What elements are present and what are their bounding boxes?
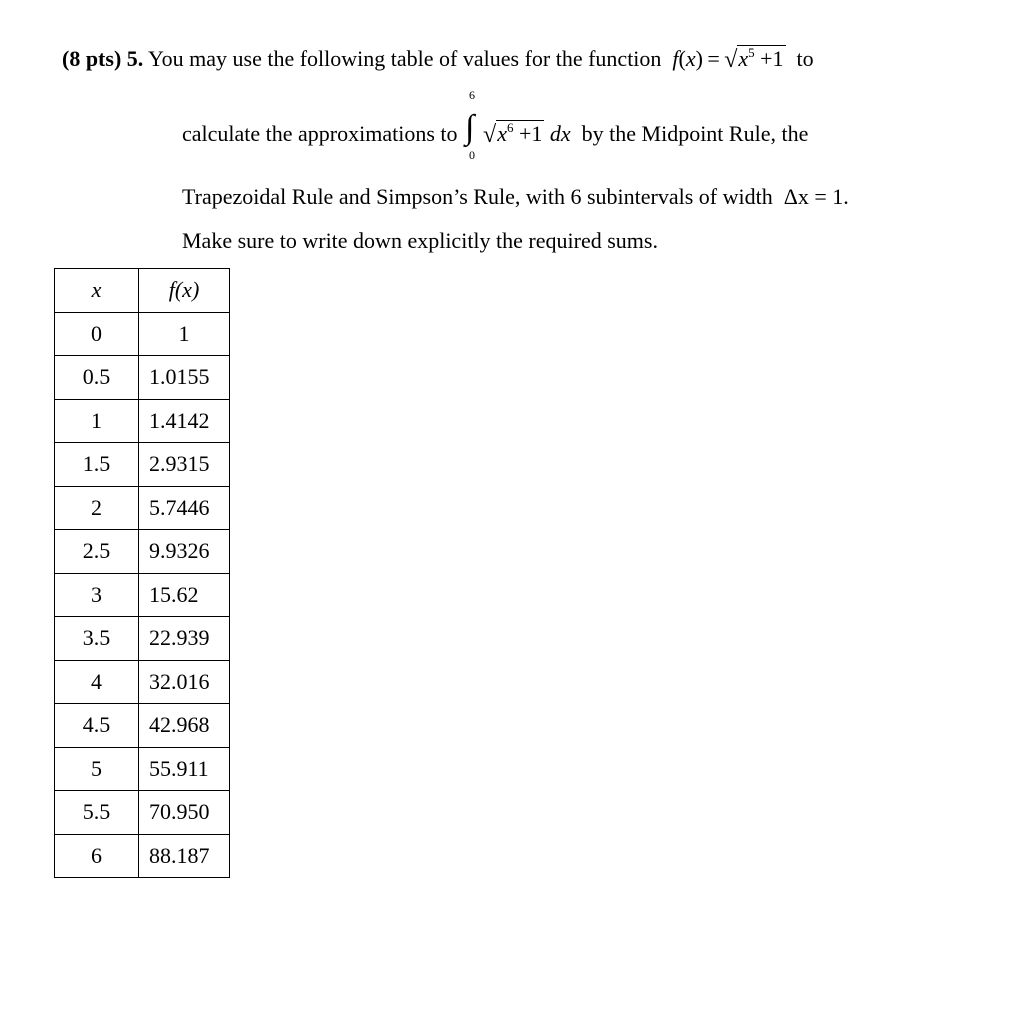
line2-end-text: by the Midpoint Rule, the: [581, 121, 809, 146]
table-row: [55, 399, 230, 443]
line2-start-text: calculate the approximations to: [182, 121, 458, 146]
table-row: [55, 747, 230, 791]
table-row: [55, 356, 230, 400]
cell-x: 1: [55, 399, 139, 443]
table-row: [55, 312, 230, 356]
cell-fx: 9.9326: [139, 530, 230, 574]
cell-fx: 1.4142: [139, 399, 230, 443]
header-fx: f(x): [139, 269, 230, 313]
integrand-sqrt: $√x^6 +1$: [483, 120, 543, 148]
header-x: x: [55, 269, 139, 313]
table-row: [55, 486, 230, 530]
table-header-row: [55, 269, 230, 313]
values-table: [54, 268, 230, 878]
problem-line-3: [182, 186, 849, 208]
problem-label: (8 pts) 5.: [62, 46, 144, 71]
line3-text: Trapezoidal Rule and Simpson’s Rule, with 6 subintervals of width: [182, 184, 773, 209]
cell-fx: 88.187: [139, 834, 230, 878]
cell-x: 2: [55, 486, 139, 530]
table-row: [55, 704, 230, 748]
integral-upper-bound: 6: [469, 88, 476, 102]
problem-intro-text: You may use the following table of values for the function: [147, 46, 662, 71]
integrand-dx: dx: [549, 121, 571, 146]
cell-fx: 15.62: [139, 573, 230, 617]
function-definition: $f(x) = √x^5 +1$: [672, 45, 784, 73]
cell-x: 6: [55, 834, 139, 878]
cell-x: 3.5: [55, 617, 139, 661]
table-row: [55, 617, 230, 661]
table-row: [55, 660, 230, 704]
cell-x: 5: [55, 747, 139, 791]
problem-line-1: [62, 45, 814, 71]
table-row: [55, 530, 230, 574]
cell-fx: 1: [139, 312, 230, 356]
cell-fx: 70.950: [139, 791, 230, 835]
cell-fx: 22.939: [139, 617, 230, 661]
table-row: [55, 573, 230, 617]
sqrt-expression: $√x^5 +1$: [724, 45, 784, 73]
cell-x: 2.5: [55, 530, 139, 574]
cell-fx: 2.9315: [139, 443, 230, 487]
cell-x: 0.5: [55, 356, 139, 400]
cell-x: 3: [55, 573, 139, 617]
cell-fx: 1.0155: [139, 356, 230, 400]
delta-x-expression: Δx = 1.: [783, 184, 849, 209]
cell-fx: 32.016: [139, 660, 230, 704]
cell-x: 1.5: [55, 443, 139, 487]
cell-x: 0: [55, 312, 139, 356]
integral-lower-bound: 0: [469, 148, 476, 162]
line1-end-text: to: [796, 46, 814, 71]
integral-expression: 6 ∫ 0: [465, 88, 476, 162]
cell-x: 5.5: [55, 791, 139, 835]
table-row: [55, 834, 230, 878]
cell-fx: 55.911: [139, 747, 230, 791]
problem-line-2: [182, 88, 809, 162]
table-row: [55, 443, 230, 487]
cell-x: 4.5: [55, 704, 139, 748]
line4-text: Make sure to write down explicitly the required sums.: [182, 228, 658, 253]
table-row: [55, 791, 230, 835]
cell-fx: 42.968: [139, 704, 230, 748]
cell-fx: 5.7446: [139, 486, 230, 530]
cell-x: 4: [55, 660, 139, 704]
problem-line-4: [182, 230, 658, 252]
